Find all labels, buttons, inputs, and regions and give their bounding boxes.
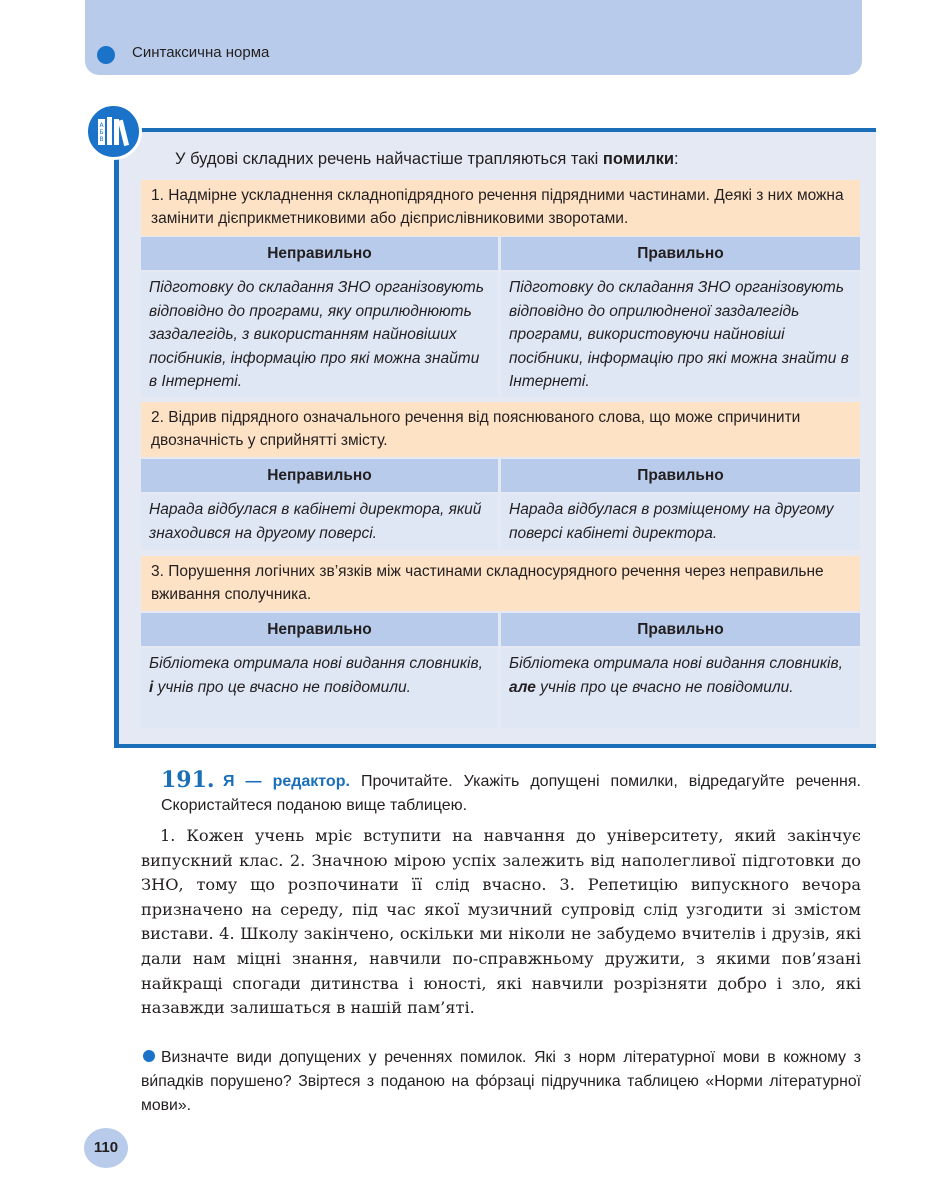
col-wrong-header: Неправильно (141, 237, 498, 270)
rule-2-right: Нарада відбулася в розміщеному на другому поверсі кабінеті директора. (501, 494, 860, 550)
svg-text:В: В (99, 136, 104, 143)
task-bullet-icon (143, 1050, 155, 1062)
exercise-text: 1. Кожен учень мріє вступити на навчання до університету, який закінчує випускний клас. 2. Значною мірою успіх залежить від наполегливої підготовки до ЗНО, тому що розпочинати її слід вчасно. 3. Репетицію випускного вечора призначено на середу, під час якої музичний супровід слід узгодити зі змістом вистави. 4. Школу закінчено, оскільки ми ніколи не забудемо вчителів і друзів, які дали нам міцні знання, навчили по-справжньому дружити, з якими пов’язані найкращі спогади дитинства і юності, які навчили розрізняти добро і зло, які назавжди залишаться в нашій пам’яті. (141, 826, 861, 1018)
exercise-task: Визначте види допущених у реченнях помилок. Які з норм літературної мови в кожному з ви́падків порушено? Звіртеся з поданою на фо́рзаці підручника таблицею «Норми літературної мови». (141, 1049, 861, 1114)
section-title: Синтаксична норма (132, 44, 270, 61)
box-intro: У будові складних речень найчастіше трапляються такі помилки: (175, 150, 679, 168)
page-number: 110 (84, 1128, 128, 1168)
header-bar (85, 0, 862, 75)
rule-3-title: 3. Порушення логічних зв’язків між частинами складносурядного речення через неправильне вживання сполучника. (141, 556, 860, 611)
col-right-header: Правильно (501, 613, 860, 646)
col-right-header: Правильно (501, 459, 860, 492)
rule-1-title: 1. Надмірне ускладнення складнопідрядного речення підрядними частинами. Деякі з них можна замінити дієприкметниковими або дієприслівниковими зворотами. (141, 180, 860, 236)
col-right-header: Правильно (501, 237, 860, 270)
books-icon (85, 103, 142, 160)
col-wrong-header: Неправильно (141, 459, 498, 492)
rule-2-wrong: Нарада відбулася в кабінеті директора, який знаходився на другому поверсі. (141, 494, 498, 550)
exercise-number: 191. (161, 767, 215, 793)
rule-3-right: Бібліотека отримала нові видання словників, але учнів про це вчасно не повідомили. (501, 648, 860, 728)
exercise-instruction: Я — редактор. Прочитайте. Укажіть допущені помилки, відредагуйте речення. Скористайтеся поданою вище таблицею. (161, 773, 861, 814)
rule-2-title: 2. Відрив підрядного означального речення від пояснюваного слова, що може спричинити двозначність у сприйнятті змісту. (141, 402, 860, 457)
svg-text:А: А (99, 122, 104, 129)
rule-1-wrong: Підготовку до складання ЗНО організовують відповідно до програми, яку оприлюднюють заздалегідь, з використанням найновіших посібників, інформацію про які можна знайти в Інтернеті. (141, 272, 498, 397)
col-wrong-header: Неправильно (141, 613, 498, 646)
rule-1-right: Підготовку до складання ЗНО організовують відповідно до оприлюдненої заздалегідь програми, використовуючи найновіші посібники, інформацію про які можна знайти в Інтернеті. (501, 272, 860, 397)
svg-text:Б: Б (99, 129, 104, 136)
header-bullet-icon (97, 46, 115, 64)
rule-3-wrong: Бібліотека отримала нові видання словників, і учнів про це вчасно не повідомили. (141, 648, 498, 728)
